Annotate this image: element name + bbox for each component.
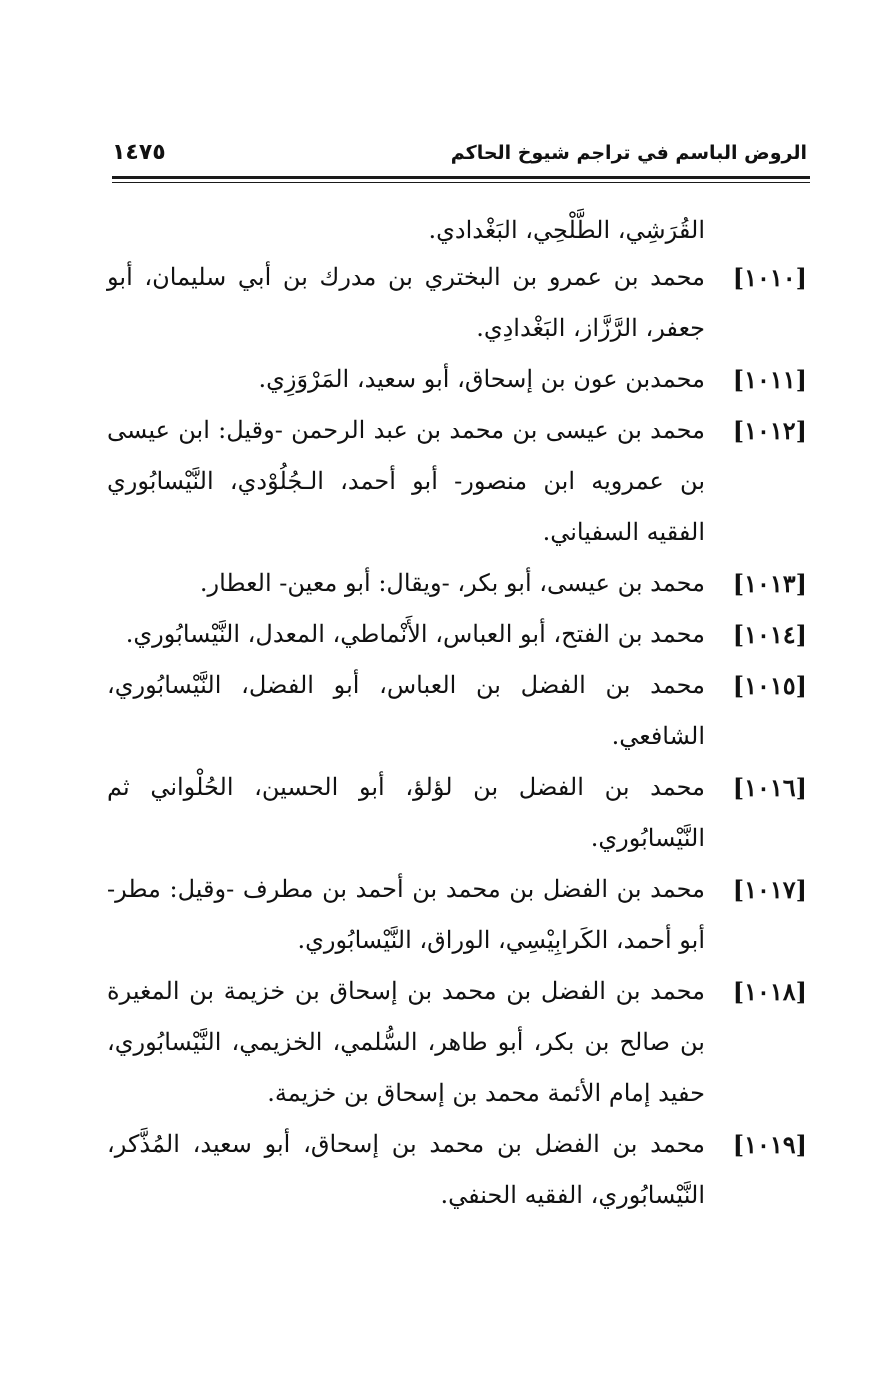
entry-text: محمد بن عمرو بن البختري بن مدرك بن أبي سليمان، أبو جعفر، الرَّزَّاز، البَغْدادِي. [107, 263, 705, 342]
entry-1010 [107, 252, 807, 354]
header-rule-thick [112, 176, 810, 179]
entry-number: [١٠١٩] [732, 1130, 807, 1159]
entry-number: [١٠١٥] [732, 671, 807, 700]
entry-1013 [107, 558, 807, 609]
entry-number: [١٠١٧] [732, 875, 807, 904]
running-title: الروض الباسم في تراجم شيوخ الحاكم [450, 142, 807, 164]
entry-number: [١٠١١] [732, 365, 807, 394]
entry-text: محمدبن عون بن إسحاق، أبو سعيد، المَرْوَزِي. [258, 365, 705, 393]
continued-entry-text: القُرَشِي، الطَّلْحِي، البَغْدادي. [428, 216, 705, 244]
entry-number: [١٠١٢] [732, 416, 807, 445]
page-number: ١٤٧٥ [112, 140, 166, 165]
entry-1016 [107, 762, 807, 864]
entry-1015 [107, 660, 807, 762]
entry-1014 [107, 609, 807, 660]
entry-text: محمد بن الفضل بن محمد بن إسحاق، أبو سعيد، المُذَّكر، النَّيْسابُوري، الفقيه الحنفي. [107, 1130, 706, 1209]
entry-number: [١٠١٠] [732, 263, 807, 292]
entry-text: محمد بن الفضل بن العباس، أبو الفضل، النَّيْسابُوري، الشافعي. [107, 671, 705, 750]
entry-text: محمد بن عيسى، أبو بكر، -ويقال: أبو معين- العطار. [199, 569, 705, 597]
entry-text: محمد بن الفضل بن محمد بن إسحاق بن خزيمة بن المغيرة بن صالح بن بكر، أبو طاهر، السُّلمي، الخزيمي، النَّيْسابُوري، حفيد إمام الأئمة محمد بن إسحاق بن خزيمة. [107, 977, 705, 1107]
entry-1019 [107, 1119, 807, 1221]
entry-number: [١٠١٨] [732, 977, 807, 1006]
biography-entries [107, 252, 807, 1221]
header-rule-thin [112, 182, 810, 183]
entry-1017 [107, 864, 807, 966]
entry-1018 [107, 966, 807, 1119]
entry-number: [١٠١٤] [732, 620, 807, 649]
entry-text: محمد بن الفتح، أبو العباس، الأَنْماطي، المعدل، النَّيْسابُوري. [125, 620, 705, 648]
entry-text: محمد بن الفضل بن لؤلؤ، أبو الحسين، الحُلْواني ثم النَّيْسابُوري. [107, 773, 705, 852]
entry-text: محمد بن الفضل بن محمد بن أحمد بن مطرف -وقيل: مطر- أبو أحمد، الكَرابِيْسِي، الوراق، النَّيْسابُوري. [107, 875, 705, 954]
entry-1012 [107, 405, 807, 558]
entry-text: محمد بن عيسى بن محمد بن عبد الرحمن -وقيل: ابن عيسى بن عمرويه ابن منصور- أبو أحمد، الـجُلُوْدي، النَّيْسابُوري الفقيه السفياني. [107, 416, 705, 546]
entry-number: [١٠١٣] [732, 569, 807, 598]
entry-number: [١٠١٦] [732, 773, 807, 802]
entry-1011 [107, 354, 807, 405]
